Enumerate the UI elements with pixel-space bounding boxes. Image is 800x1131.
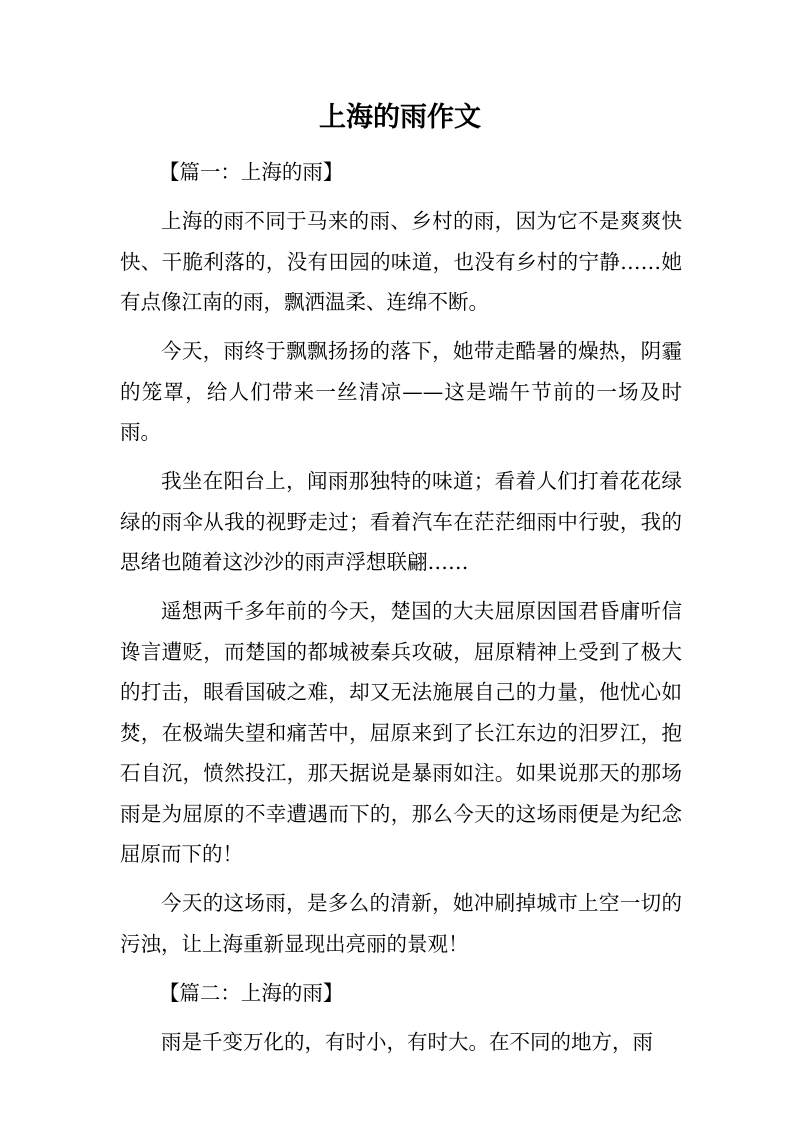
section-heading-2: 【篇二：上海的雨】 (158, 981, 344, 1006)
paragraph: 遥想两千多年前的今天，楚国的大夫屈原因国君昏庸听信谗言遭贬，而楚国的都城被秦兵攻破，屈原精神上受到了极大的打击，眼看国破之难，却又无法施展自己的力量，他忧心如焚，在极端失望和痛苦中，屈原来到了长江东边的汨罗江，抱石自沉，愤然投江，那天据说是暴雨如注。如果说那天的那场雨是为屈原的不幸遭遇而下的，那么今天的这场雨便是为纪念屈原而下的！ (120, 599, 682, 867)
section-heading-1: 【篇一：上海的雨】 (158, 160, 344, 184)
paragraph: 上海的雨不同于马来的雨、乡村的雨，因为它不是爽爽快快、干脆利落的，没有田园的味道，也没有乡村的宁静……她有点像江南的雨，飘洒温柔、连绵不断。 (120, 209, 682, 315)
paragraph: 今天的这场雨，是多么的清新，她冲刷掉城市上空一切的污浊，让上海重新显现出亮丽的景观！ (120, 891, 682, 956)
paragraph: 今天，雨终于飘飘扬扬的落下，她带走酷暑的燥热，阴霾的笼罩，给人们带来一丝清凉——这是端午节前的一场及时雨。 (120, 339, 682, 445)
paragraph: 雨是千变万化的，有时小，有时大。在不同的地方，雨 (161, 1030, 653, 1055)
essay-body (120, 152, 682, 1071)
page-title: 上海的雨作文 (319, 102, 481, 133)
paragraph: 我坐在阳台上，闻雨那独特的味道；看着人们打着花花绿绿的雨伞从我的视野走过；看着汽车在茫茫细雨中行驶，我的思绪也随着这沙沙的雨声浮想联翩…… (120, 469, 682, 575)
